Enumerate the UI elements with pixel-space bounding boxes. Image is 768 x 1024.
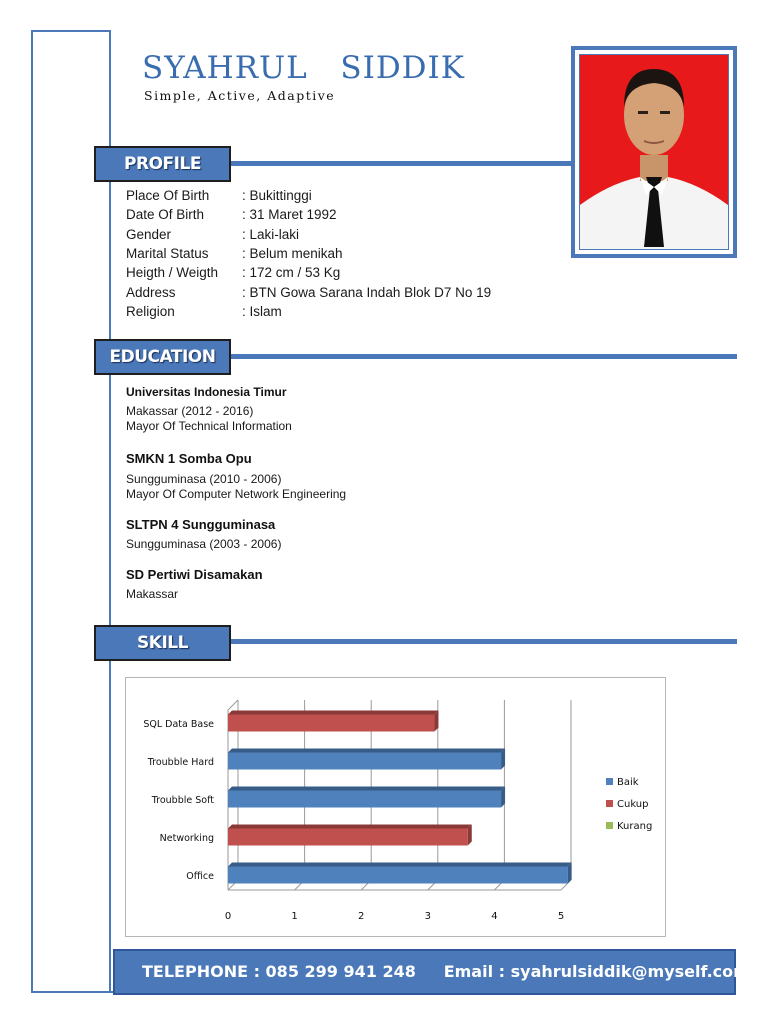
portrait-illustration (580, 55, 728, 249)
resume-name: SYAHRUL SIDDIK (142, 50, 465, 86)
x-tick-label: 5 (557, 911, 565, 922)
bar-top-face (228, 825, 472, 829)
section-tab-education: EDUCATION (94, 339, 231, 375)
profile-label: Gender (126, 227, 172, 242)
profile-value: : Bukittinggi (242, 188, 312, 203)
category-label: Office (186, 871, 214, 882)
x-tick-label: 0 (224, 911, 232, 922)
education-school: Universitas Indonesia Timur (126, 385, 287, 399)
resume-tagline: Simple, Active, Adaptive (144, 88, 336, 103)
profile-value: : Islam (242, 304, 282, 319)
education-detail: Sungguminasa (2010 - 2006) (126, 472, 282, 486)
bar (228, 829, 468, 846)
x-tick-label: 2 (358, 911, 365, 922)
bar-top-face (228, 711, 438, 715)
bar-top-face (228, 863, 572, 867)
section-tab-profile: PROFILE (94, 146, 231, 182)
bar (228, 867, 568, 884)
profile-value: : 31 Maret 1992 (242, 207, 337, 222)
category-label: Networking (159, 833, 214, 844)
profile-value: : Laki-laki (242, 227, 300, 242)
x-tick-label: 3 (424, 911, 431, 922)
legend-label: Baik (617, 777, 639, 788)
education-school: SMKN 1 Somba Opu (126, 451, 252, 466)
legend-swatch (606, 800, 613, 807)
bar (228, 715, 434, 732)
x-tick-label: 1 (291, 911, 298, 922)
profile-label: Heigth / Weigth (126, 265, 219, 280)
category-label: Troubble Hard (147, 757, 214, 768)
profile-label: Address (126, 285, 176, 300)
profile-photo-frame (571, 46, 737, 258)
education-detail: Mayor Of Technical Information (126, 419, 292, 433)
profile-value: : BTN Gowa Sarana Indah Blok D7 No 19 (242, 285, 492, 300)
contact-footer: TELEPHONE : 085 299 941 248 Email : syahrulsiddik@myself.com (113, 949, 736, 995)
category-label: SQL Data Base (143, 719, 214, 730)
profile-label: Place Of Birth (126, 188, 210, 203)
education-detail: Makassar (126, 587, 179, 601)
section-tab-skill: SKILL (94, 625, 231, 661)
education-detail: Sungguminasa (2003 - 2006) (126, 537, 282, 551)
profile-photo (579, 54, 729, 250)
bar (228, 791, 501, 808)
education-school: SLTPN 4 Sungguminasa (126, 517, 276, 532)
section-line-skill (231, 639, 737, 644)
left-frame-bottom (31, 991, 113, 993)
profile-value: : Belum menikah (242, 246, 343, 261)
section-line-profile (231, 161, 572, 166)
category-label: Troubble Soft (151, 795, 214, 806)
x-tick-label: 4 (491, 911, 498, 922)
bar-top-face (228, 787, 505, 791)
skill-chart-svg (126, 678, 665, 936)
wall-edge (228, 700, 238, 710)
education-detail: Makassar (2012 - 2016) (126, 404, 254, 418)
profile-value: : 172 cm / 53 Kg (242, 265, 341, 280)
education-school: SD Pertiwi Disamakan (126, 567, 263, 582)
bar-top-face (228, 749, 505, 753)
profile-label: Marital Status (126, 246, 209, 261)
skill-chart (125, 677, 666, 937)
profile-label: Religion (126, 304, 175, 319)
education-detail: Mayor Of Computer Network Engineering (126, 487, 347, 501)
legend-label: Cukup (617, 799, 649, 810)
legend-swatch (606, 822, 613, 829)
legend-swatch (606, 778, 613, 785)
section-line-education (231, 354, 737, 359)
legend-label: Kurang (617, 821, 653, 832)
bar (228, 753, 501, 770)
profile-label: Date Of Birth (126, 207, 205, 222)
